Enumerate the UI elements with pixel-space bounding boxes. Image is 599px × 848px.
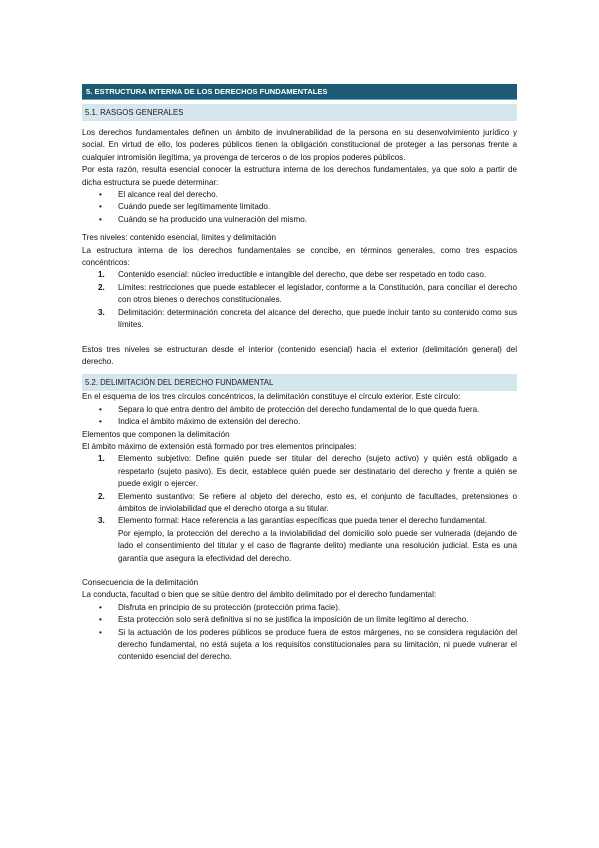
list-item: • Disfruta en principio de su protección (protección prima facie).	[82, 602, 517, 614]
bullet-icon: •	[99, 190, 102, 200]
bullet-icon: •	[99, 417, 102, 427]
bullet-icon: •	[99, 627, 102, 637]
list-item: • Si la actuación de los poderes públicos se produce fuera de estos márgenes, no se considera regulación del derecho fundamental, no está sujeta a los requisitos constitucionales para su limitación, ni puede vulnerar el contenido esencial del derecho.	[99, 627, 517, 662]
list-item: 1. Contenido esencial: núcleo irreductible e intangible del derecho, que debe ser respetado en todo caso.	[82, 269, 517, 281]
subheading-consequence: Consecuencia de la delimitación	[82, 578, 199, 587]
list-item: • El alcance real del derecho.	[82, 189, 517, 201]
list-number: 3.	[98, 516, 105, 526]
circle-list	[82, 404, 517, 429]
paragraph-intro: Los derechos fundamentales definen un ámbito de invulnerabilidad de la persona en su desenvolvimiento jurídico y social. En virtud de ello, los poderes públicos tienen la obligación constitucional de proteger a las personas frente a cualquier intromisión ilegítima, ya provenga de terceros o de los propios poderes públicos.	[82, 128, 517, 162]
list-item: • Cuándo puede ser legítimamente limitado.	[82, 201, 517, 213]
list-item: • Separa lo que entra dentro del ámbito de protección del derecho fundamental de lo que queda fuera.	[82, 404, 517, 416]
levels-list	[82, 269, 517, 331]
elements-list	[82, 453, 517, 527]
consequence-list	[82, 602, 517, 664]
list-item: • Cuándo se ha producido una vulneración del mismo.	[82, 214, 517, 226]
paragraph-levels-intro: La estructura interna de los derechos fundamentales se concibe, en términos generales, como tres espacios concéntricos:	[82, 245, 517, 268]
bullet-icon: •	[99, 214, 102, 224]
bullet-icon: •	[99, 615, 102, 625]
list-number: 2.	[98, 491, 105, 501]
section-header-rasgos: 5.1. RASGOS GENERALES	[82, 104, 517, 121]
list-item: 3. Delimitación: determinación concreta del alcance del derecho, que puede incluir tanto su contenido como sus límites.	[98, 307, 517, 330]
section-header-delimitacion: 5.2. DELIMITACIÓN DEL DERECHO FUNDAMENTAL	[82, 374, 517, 391]
paragraph-example: Por ejemplo, la protección del derecho a la inviolabilidad del domicilio solo puede ser vulnerada (dejando de lado el consentimiento del titular y el caso de flagrante delito) mediante una resolución judicial. Esta es una garantía que asegura la efectividad del derecho.	[118, 528, 517, 563]
list-number: 2.	[98, 282, 105, 292]
subheading-levels: Tres niveles: contenido esencial, límites y delimitación	[82, 233, 277, 243]
list-number: 1.	[98, 454, 105, 464]
bullet-icon: •	[99, 602, 102, 612]
list-number: 1.	[98, 270, 105, 280]
paragraph-delimitacion-intro: En el esquema de los tres círculos concéntricos, la delimitación constituye el círculo exterior. Este círculo:	[82, 392, 461, 402]
list-item: • Esta protección solo será definitiva si no se justifica la imposición de un límite legítimo al derecho.	[82, 614, 517, 626]
determine-list	[82, 189, 517, 226]
list-item: • Indica el ámbito máximo de extensión del derecho.	[82, 416, 517, 428]
bullet-icon: •	[99, 404, 102, 414]
paragraph-consequence-intro: La conducta, facultad o bien que se sitúe dentro del ámbito delimitado por el derecho fundamental:	[82, 590, 437, 600]
list-number: 3.	[98, 307, 105, 317]
subheading-elements: Elementos que componen la delimitación	[82, 429, 230, 439]
list-item: 2. Límites: restricciones que puede establecer el legislador, conforme a la Constitución, para conciliar el derecho con otros bienes o derechos constitucionales.	[98, 282, 517, 305]
document-content	[82, 84, 517, 664]
chapter-header: 5. ESTRUCTURA INTERNA DE LOS DERECHOS FUNDAMENTALES	[82, 84, 517, 100]
list-item: 2. Elemento sustantivo: Se refiere al objeto del derecho, esto es, el conjunto de facultades, pretensiones o ámbitos de inviolabilidad que el derecho otorga a su titular.	[98, 491, 517, 513]
list-item: 3. Elemento formal: Hace referencia a las garantías específicas que pueda tener el derecho fundamental.	[82, 515, 517, 527]
paragraph-closing: Estos tres niveles se estructuran desde el interior (contenido esencial) hacia el exterior (delimitación general) del derecho.	[82, 344, 517, 366]
bullet-icon: •	[99, 202, 102, 212]
list-item: 1. Elemento subjetivo: Define quién puede ser titular del derecho (sujeto activo) y quién está obligado a respetarlo (sujeto pasivo). Es decir, establece quién puede ser destinatario del derecho y frente a quién se puede exigir o ejercer.	[98, 454, 517, 489]
paragraph-estructura: Por esta razón, resulta esencial conocer la estructura interna de los derechos fundamentales, ya que solo a partir de dicha estructura se puede determinar:	[82, 165, 517, 187]
paragraph-elements-intro: El ámbito máximo de extensión está formado por tres elementos principales:	[82, 441, 357, 451]
